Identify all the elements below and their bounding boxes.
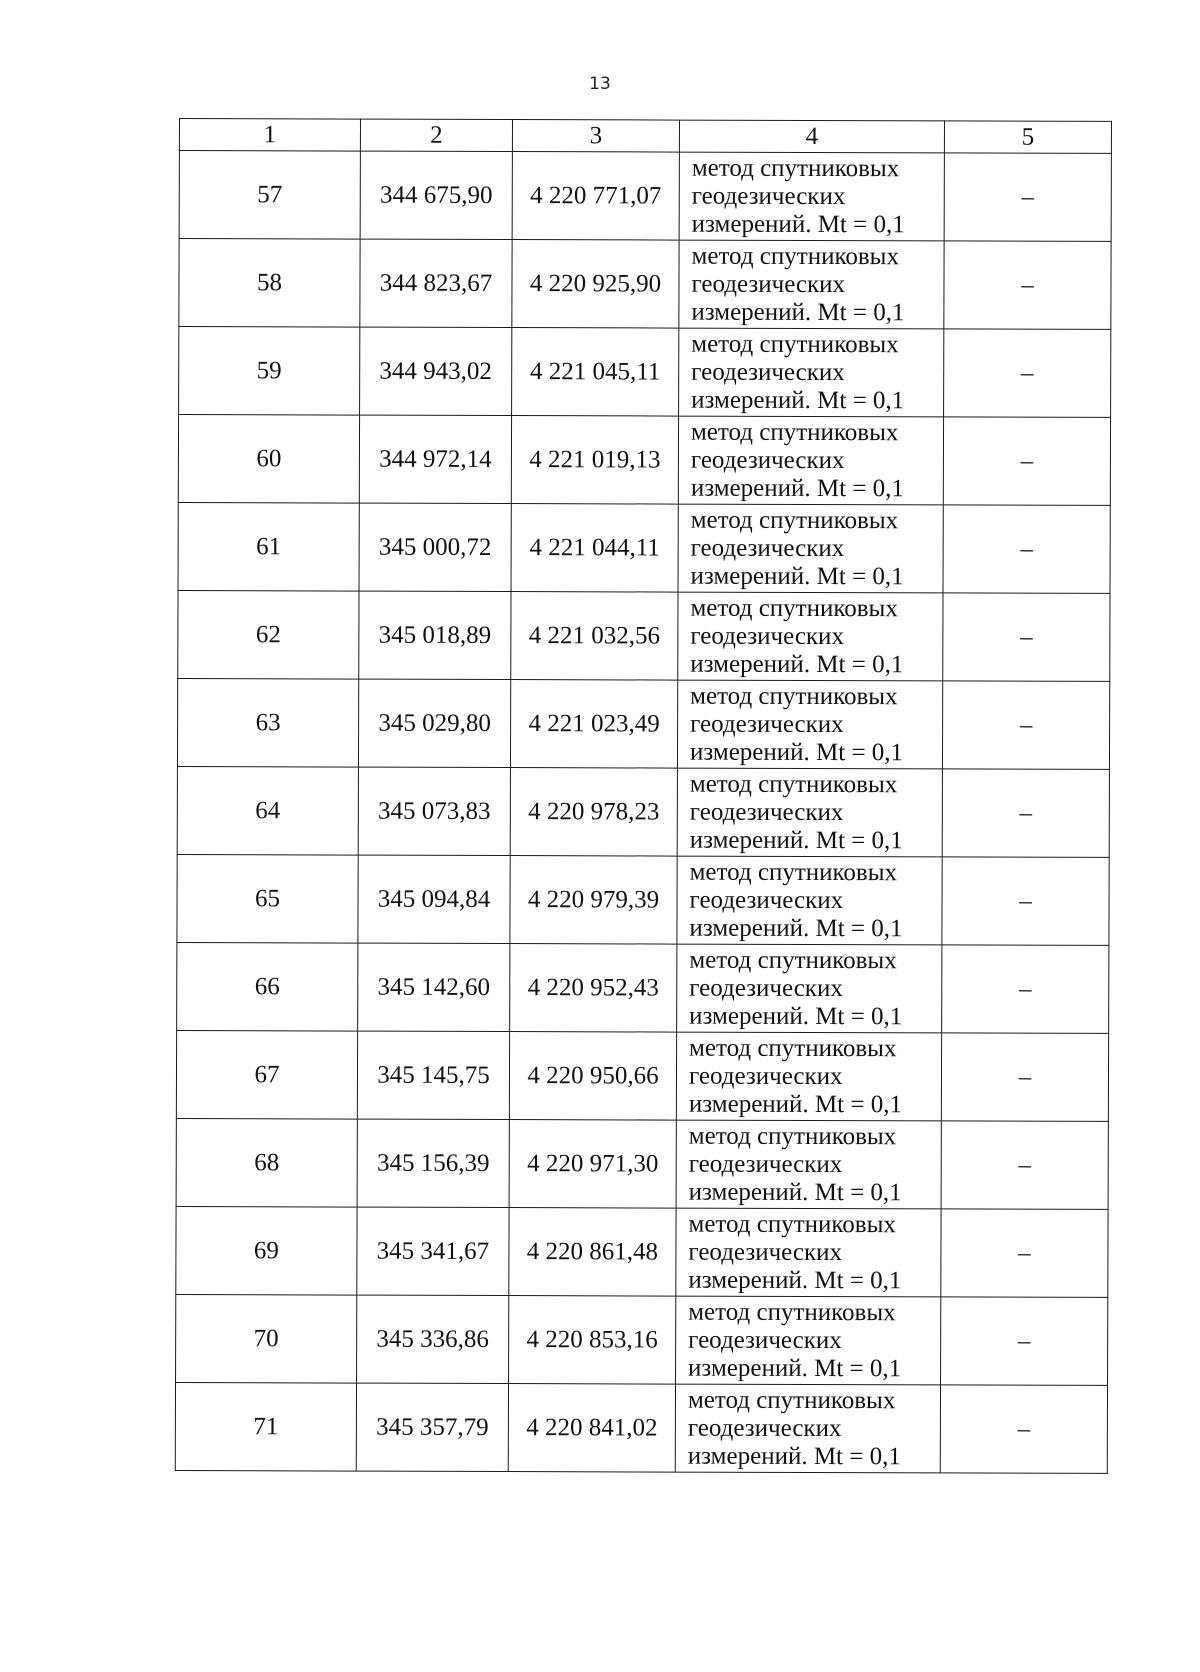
- header-col-5: 5: [944, 121, 1111, 154]
- method-line: геодезических: [689, 886, 844, 914]
- method-line: геодезических: [691, 270, 846, 298]
- method-line: метод спутниковых: [690, 682, 898, 710]
- method-line: геодезических: [691, 182, 846, 210]
- method-line: метод спутниковых: [690, 594, 898, 622]
- note-cell: –: [941, 1033, 1108, 1122]
- point-number-cell: 63: [177, 678, 358, 767]
- x-coordinate-cell: 345 336,86: [357, 1295, 509, 1383]
- point-number-cell: 68: [176, 1118, 357, 1207]
- method-line: метод спутниковых: [688, 1298, 896, 1326]
- header-col-1: 1: [179, 119, 360, 152]
- y-coordinate-cell: 4 221 044,11: [511, 504, 678, 593]
- method-line: измерений. Mt = 0,1: [690, 650, 904, 678]
- point-number-cell: 62: [178, 590, 359, 679]
- table-row: [175, 1382, 1107, 1473]
- method-line: измерений. Mt = 0,1: [691, 298, 905, 326]
- method-line: измерений. Mt = 0,1: [690, 474, 904, 502]
- table-row: [176, 1118, 1108, 1209]
- method-line: измерений. Mt = 0,1: [689, 1002, 903, 1030]
- table-row: [176, 1294, 1108, 1385]
- method-line: геодезических: [688, 1326, 842, 1354]
- x-coordinate-cell: 345 000,72: [359, 503, 511, 591]
- y-coordinate-cell: 4 220 971,30: [509, 1120, 676, 1209]
- table-row: [177, 678, 1109, 769]
- method-line: геодезических: [690, 710, 844, 738]
- note-cell: –: [944, 241, 1111, 330]
- method-line: метод спутниковых: [691, 154, 900, 182]
- method-cell: [676, 1032, 941, 1121]
- point-number-cell: 64: [177, 766, 358, 855]
- note-cell: –: [942, 945, 1109, 1034]
- method-line: метод спутниковых: [688, 1210, 896, 1238]
- x-coordinate-cell: 344 943,02: [360, 327, 512, 415]
- y-coordinate-cell: 4 221 032,56: [511, 592, 678, 681]
- note-cell: –: [944, 153, 1111, 242]
- method-cell: [679, 240, 944, 329]
- point-number-cell: 61: [178, 502, 359, 591]
- point-number-cell: 66: [177, 942, 358, 1031]
- note-cell: –: [942, 681, 1109, 770]
- method-cell: [679, 152, 944, 241]
- method-line: метод спутниковых: [691, 242, 900, 270]
- method-cell: [675, 1384, 940, 1473]
- point-number-cell: 57: [179, 151, 360, 240]
- note-cell: –: [941, 1121, 1108, 1210]
- header-row: [179, 119, 1111, 154]
- table-row: [179, 239, 1111, 330]
- method-line: измерений. Mt = 0,1: [688, 1090, 903, 1118]
- x-coordinate-cell: 344 675,90: [360, 151, 512, 239]
- method-line: измерений. Mt = 0,1: [688, 1266, 902, 1294]
- x-coordinate-cell: 345 142,60: [358, 943, 510, 1031]
- method-line: метод спутниковых: [689, 1034, 897, 1062]
- point-number-cell: 59: [179, 327, 360, 416]
- note-cell: –: [943, 593, 1110, 682]
- point-number-cell: 58: [179, 239, 360, 328]
- method-line: геодезических: [688, 1238, 843, 1266]
- x-coordinate-cell: 345 018,89: [359, 591, 511, 679]
- coordinates-table: [175, 118, 1112, 1474]
- method-cell: [678, 416, 943, 505]
- y-coordinate-cell: 4 220 978,23: [510, 768, 677, 857]
- method-line: геодезических: [690, 534, 845, 562]
- header-col-3: 3: [512, 120, 679, 153]
- table-row: [178, 415, 1110, 506]
- method-cell: [678, 592, 943, 681]
- method-cell: [676, 1120, 941, 1209]
- method-line: измерений. Mt = 0,1: [690, 562, 904, 590]
- method-cell: [676, 1208, 941, 1297]
- method-line: измерений. Mt = 0,1: [689, 914, 903, 942]
- method-cell: [679, 328, 944, 417]
- table-row: [177, 766, 1109, 857]
- method-line: геодезических: [688, 1150, 843, 1178]
- header-col-2: 2: [360, 119, 512, 151]
- point-number-cell: 70: [176, 1294, 357, 1383]
- method-cell: [677, 944, 942, 1033]
- method-line: измерений. Mt = 0,1: [688, 1178, 902, 1206]
- y-coordinate-cell: 4 220 861,48: [509, 1208, 676, 1297]
- method-line: метод спутниковых: [690, 506, 899, 534]
- table-row: [179, 151, 1111, 242]
- method-line: метод спутниковых: [688, 1122, 897, 1150]
- method-line: измерений. Mt = 0,1: [688, 1354, 902, 1382]
- note-cell: –: [942, 857, 1109, 946]
- header-col-4: 4: [679, 120, 944, 153]
- y-coordinate-cell: 4 220 841,02: [508, 1384, 675, 1473]
- method-cell: [678, 504, 943, 593]
- y-coordinate-cell: 4 220 979,39: [510, 856, 677, 945]
- x-coordinate-cell: 345 145,75: [357, 1031, 509, 1119]
- method-line: геодезических: [689, 798, 844, 826]
- y-coordinate-cell: 4 221 019,13: [511, 416, 678, 505]
- method-line: метод спутниковых: [690, 418, 899, 446]
- table-header: [179, 119, 1111, 154]
- y-coordinate-cell: 4 220 925,90: [512, 240, 679, 329]
- table-body: [175, 151, 1111, 1474]
- method-line: геодезических: [690, 446, 845, 474]
- x-coordinate-cell: 345 156,39: [357, 1119, 509, 1207]
- x-coordinate-cell: 345 029,80: [358, 679, 510, 767]
- note-cell: –: [940, 1385, 1107, 1474]
- note-cell: –: [942, 769, 1109, 858]
- method-line: геодезических: [689, 974, 843, 1002]
- y-coordinate-cell: 4 220 952,43: [510, 944, 677, 1033]
- method-cell: [677, 856, 942, 945]
- table-row: [177, 854, 1109, 945]
- point-number-cell: 60: [178, 415, 359, 504]
- method-line: измерений. Mt = 0,1: [691, 210, 905, 238]
- x-coordinate-cell: 345 341,67: [357, 1207, 509, 1295]
- table-row: [179, 327, 1111, 418]
- point-number-cell: 69: [176, 1206, 357, 1295]
- method-line: измерений. Mt = 0,1: [689, 738, 904, 766]
- y-coordinate-cell: 4 221 045,11: [512, 328, 679, 417]
- method-cell: [677, 680, 942, 769]
- method-cell: [677, 768, 942, 857]
- method-line: геодезических: [691, 358, 845, 386]
- x-coordinate-cell: 345 094,84: [358, 855, 510, 943]
- x-coordinate-cell: 345 357,79: [356, 1383, 508, 1471]
- note-cell: –: [944, 329, 1111, 418]
- table-row: [178, 590, 1110, 681]
- method-line: геодезических: [687, 1414, 842, 1442]
- note-cell: –: [941, 1297, 1108, 1386]
- table-row: [176, 1030, 1108, 1121]
- x-coordinate-cell: 345 073,83: [358, 767, 510, 855]
- x-coordinate-cell: 344 823,67: [360, 239, 512, 327]
- method-line: метод спутниковых: [689, 946, 897, 974]
- method-line: метод спутниковых: [687, 1386, 896, 1414]
- method-line: геодезических: [690, 622, 845, 650]
- method-line: геодезических: [688, 1062, 843, 1090]
- method-line: метод спутниковых: [689, 858, 898, 886]
- y-coordinate-cell: 4 221 023,49: [510, 680, 677, 769]
- note-cell: –: [943, 417, 1110, 506]
- y-coordinate-cell: 4 220 853,16: [509, 1296, 676, 1385]
- y-coordinate-cell: 4 220 950,66: [509, 1032, 676, 1121]
- page-number: 13: [589, 74, 611, 94]
- note-cell: –: [943, 505, 1110, 594]
- table-row: [177, 942, 1109, 1033]
- point-number-cell: 67: [176, 1030, 357, 1119]
- note-cell: –: [941, 1209, 1108, 1298]
- method-line: измерений. Mt = 0,1: [689, 826, 903, 854]
- method-cell: [676, 1296, 941, 1385]
- method-line: метод спутниковых: [691, 330, 899, 358]
- table-row: [178, 502, 1110, 593]
- point-number-cell: 71: [175, 1382, 356, 1471]
- x-coordinate-cell: 344 972,14: [359, 415, 511, 503]
- point-number-cell: 65: [177, 854, 358, 943]
- method-line: метод спутниковых: [689, 770, 898, 798]
- y-coordinate-cell: 4 220 771,07: [512, 152, 679, 241]
- method-line: измерений. Mt = 0,1: [687, 1442, 901, 1470]
- table-row: [176, 1206, 1108, 1297]
- method-line: измерений. Mt = 0,1: [691, 386, 905, 414]
